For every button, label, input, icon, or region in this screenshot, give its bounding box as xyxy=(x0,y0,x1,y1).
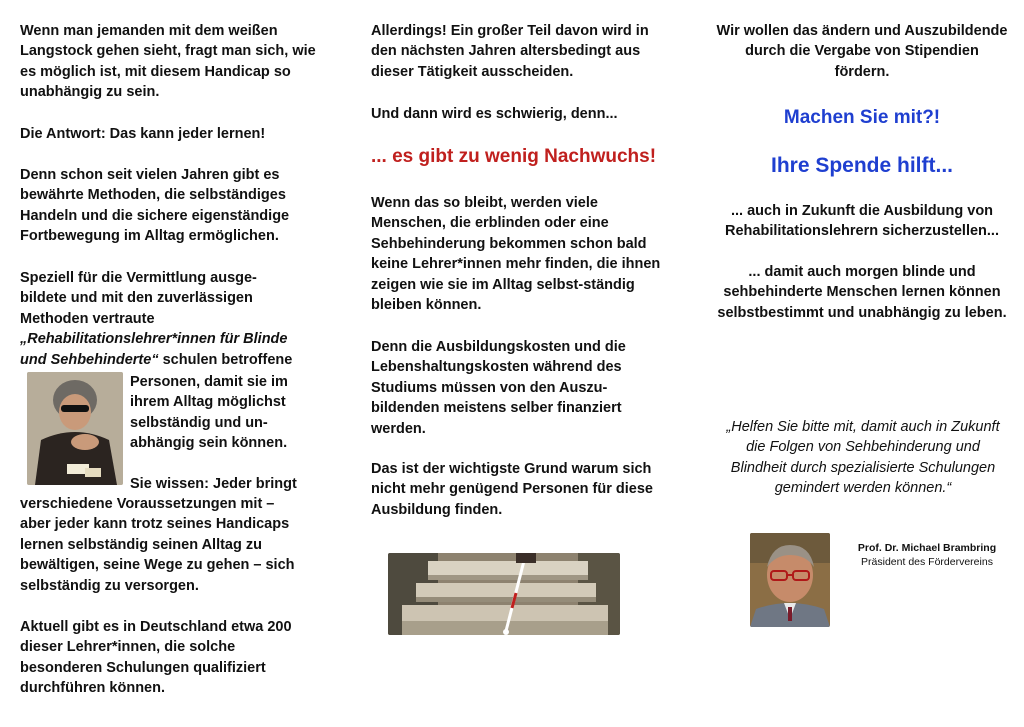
future-paragraph: ... damit auch morgen blinde und sehbehinderte Menschen lernen können selbstbestimmt und unabhängig zu leben. xyxy=(717,264,1007,321)
methods-paragraph: Denn schon seit vielen Jahren gibt es bewährte Methoden, die selbständiges Handeln und die sichere eigenständige Fortbewegung im Alltag ermöglichen. xyxy=(20,167,290,245)
intro-paragraph: Wenn man jemanden mit dem weißen Langstock gehen sieht, fragt man sich, wie es möglich ist, mit diesem Handicap so unabhängig zu sein. xyxy=(20,23,316,101)
president-portrait xyxy=(750,533,830,627)
persons-paragraph: Personen, damit sie im ihrem Alltag möglichst selbständig und un-abhängig sein können. xyxy=(130,374,288,452)
skills-lead: Sie wissen: Jeder bringt xyxy=(130,476,297,492)
president-name: Prof. Dr. Michael Brambring xyxy=(857,542,997,554)
teachers-paragraph xyxy=(20,268,302,370)
donation-heading: Ihre Spende hilft... xyxy=(770,154,954,177)
answer-paragraph: Die Antwort: Das kann jeder lernen! xyxy=(20,126,266,142)
germany-paragraph: Aktuell gibt es in Deutschland etwa 200 dieser Lehrer*innen, die solche besonderen Schulungen qualifiziert durchführen können. xyxy=(20,619,292,697)
teachers-quote: „Rehabilitationslehrer*innen für Blinde und Sehbehinderte“ xyxy=(20,331,288,368)
difficult-paragraph: Und dann wird es schwierig, denn... xyxy=(371,106,618,122)
signature-block xyxy=(842,541,1012,569)
costs-paragraph: Denn die Ausbildungskosten und die Lebenshaltungskosten während des Studiums müssen von den Auszu-bildenden meistens selber finanziert werden. xyxy=(371,339,626,437)
teachers-text: Speziell für die Vermittlung ausge-bildete und mit den zuverlässigen Methoden vertraute xyxy=(20,270,257,327)
learning-person-photo xyxy=(27,372,123,485)
goal-paragraph: Wir wollen das ändern und Auszubildende durch die Vergabe von Stipendien fördern. xyxy=(716,23,1008,80)
portrait-illustration xyxy=(750,533,830,627)
stairs-cane-photo xyxy=(388,553,620,635)
learning-person-illustration xyxy=(27,372,123,485)
join-heading: Machen Sie mit?! xyxy=(783,107,941,128)
reason-paragraph: Das ist der wichtigste Grund warum sich nicht mehr genügend Personen für diese Ausbildung finden. xyxy=(371,461,653,518)
however-paragraph: Allerdings! Ein großer Teil davon wird in den nächsten Jahren altersbedingt aus dieser Tätigkeit ausscheiden. xyxy=(371,23,649,80)
president-role: Präsident des Fördervereins xyxy=(861,556,993,568)
skills-paragraph: verschiedene Voraussetzungen mit – aber jeder kann trotz seines Handicaps lernen selbständig seinen Alltag zu bewältigen, seine Wege zu gehen – sich selbständig zu versorgen. xyxy=(20,496,295,594)
teachers-text-b: schulen betroffene xyxy=(158,351,293,368)
shortage-heading: ... es gibt zu wenig Nachwuchs! xyxy=(371,146,657,167)
stairs-illustration xyxy=(388,553,620,635)
president-quote: „Helfen Sie bitte mit, damit auch in Zukunft die Folgen von Sehbehinderung und Blindheit durch spezialisierte Schulungen gemindert werden können.“ xyxy=(726,419,1000,497)
training-paragraph: ... auch in Zukunft die Ausbildung von Rehabilitationslehrern sicherzustellen... xyxy=(725,203,999,240)
consequence-paragraph: Wenn das so bleibt, werden viele Menschen, die erblinden oder eine Sehbehinderung bekommen schon bald keine Lehrer*innen mehr finden, die ihnen zeigen wie sie im Alltag selbst-ständig bleiben können. xyxy=(371,195,661,314)
